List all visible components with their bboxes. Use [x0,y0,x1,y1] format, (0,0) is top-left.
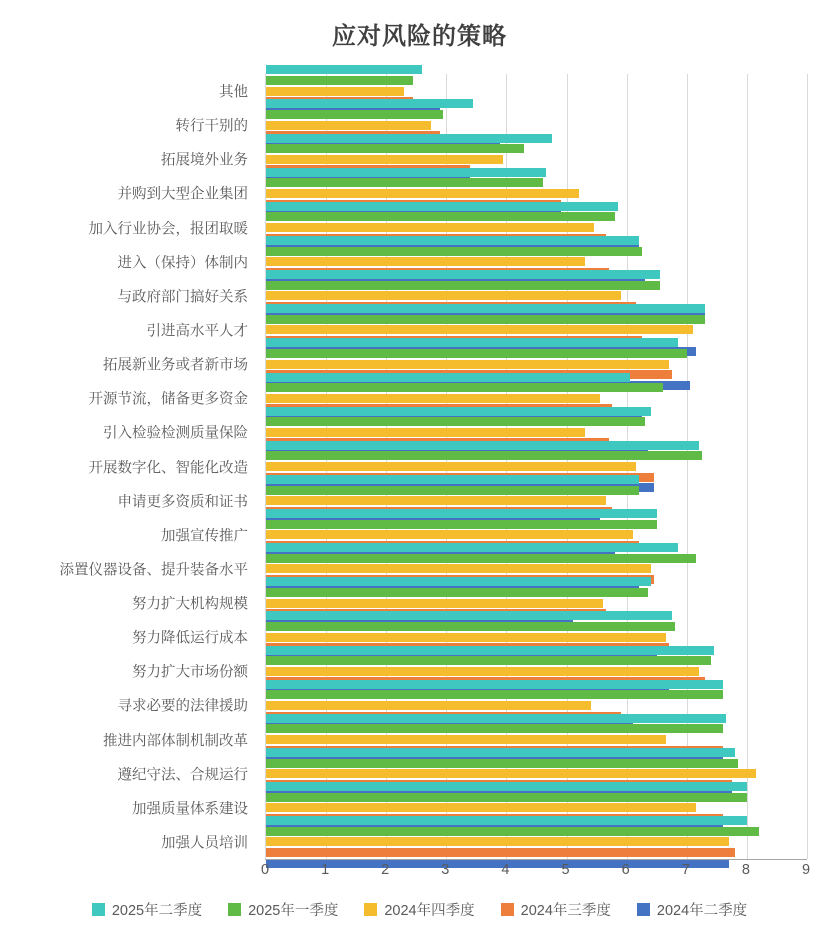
bar [266,325,693,334]
bar [266,65,422,74]
bar [266,837,729,846]
gridline [807,74,808,859]
bar [266,748,735,757]
x-tick-label: 2 [381,862,390,878]
bar [266,520,657,529]
category-label: 其他 [219,84,248,101]
bar [266,622,675,631]
bar [266,373,630,382]
bar [266,110,443,119]
legend-label: 2025年二季度 [111,903,203,919]
category-label: 转行干别的 [175,118,248,135]
legend-label: 2025年一季度 [248,903,339,919]
bar [266,417,645,426]
bar [266,247,642,256]
chart-title: 应对风险的策略 [332,23,507,50]
category-label: 寻求必要的法律援助 [117,698,248,715]
bar [266,714,726,723]
x-tick-label: 7 [681,862,690,878]
legend-swatch [637,903,650,916]
bar [266,99,473,108]
category-axis-labels [0,74,258,859]
x-tick-label: 9 [801,862,811,878]
category-label: 努力扩大市场份额 [132,664,248,681]
legend-swatch [364,903,377,916]
category-label: 进入（保持）体制内 [117,255,248,272]
legend-label: 2024年四季度 [384,903,475,919]
bar [266,462,636,471]
x-tick-label: 0 [260,862,270,878]
bar [266,475,639,484]
bar [266,848,735,857]
bar [266,782,747,791]
bar [266,270,660,279]
legend-item[interactable] [637,899,747,920]
bar [266,155,503,164]
bar [266,759,738,768]
bar [266,451,702,460]
legend-swatch [92,903,105,916]
bar [266,407,651,416]
x-tick-label: 4 [501,862,510,878]
bar [266,564,651,573]
bar [266,144,524,153]
x-tick-label: 6 [621,862,630,878]
bar [266,599,603,608]
bar [266,656,711,665]
bar [266,611,672,620]
category-label: 开展数字化、智能化改造 [88,460,248,476]
category-label: 推进内部体制机制改革 [103,733,248,750]
category-label: 并购到大型企业集团 [117,186,248,203]
bar [266,690,723,699]
bar [266,394,600,403]
bar [266,530,633,539]
x-tick-label: 3 [441,862,450,878]
x-tick-label: 8 [741,862,750,878]
bar [266,360,669,369]
bar [266,769,756,778]
legend-swatch [228,903,241,916]
bar [266,338,678,347]
bar [266,680,723,689]
category-label: 加强人员培训 [161,835,248,852]
bar [266,486,639,495]
chart-legend [0,899,839,920]
bar [266,701,591,710]
bar [266,441,699,450]
legend-item[interactable] [92,899,202,920]
x-tick-label: 1 [321,862,330,878]
legend-label: 2024年三季度 [520,903,611,919]
bar [266,577,651,586]
bar [266,428,585,437]
bar [266,304,705,313]
bar [266,212,615,221]
bar [266,646,714,655]
category-label: 引进高水平人才 [146,323,248,340]
bar [266,76,413,85]
bar [266,724,723,733]
bar [266,383,663,392]
legend-label: 2024年二季度 [656,903,748,919]
bar [266,633,666,642]
category-label: 拓展境外业务 [161,152,248,169]
category-label: 加入行业协会，报团取暖 [88,221,248,238]
bar [266,315,705,324]
legend-item[interactable] [364,899,474,920]
x-tick-label: 5 [561,862,570,878]
bar [266,134,552,143]
bar [266,257,585,266]
category-label: 申请更多资质和证书 [117,494,248,511]
bar [266,87,404,96]
bar [266,793,747,802]
bar [266,735,666,744]
legend-swatch [501,903,514,916]
bar [266,827,759,836]
bar [266,168,546,177]
bar [266,281,660,290]
category-label: 加强质量体系建设 [132,801,248,818]
bar [266,509,657,518]
bar [266,588,648,597]
bar [266,223,594,232]
bar [266,236,639,245]
bar [266,178,543,187]
bar [266,202,618,211]
bar [266,189,579,198]
category-label: 拓展新业务或者新市场 [103,357,248,374]
category-label: 努力扩大机构规模 [132,596,248,613]
bar [266,291,621,300]
bar [266,543,678,552]
category-label: 开源节流，储备更多资金 [88,391,248,408]
category-label: 努力降低运行成本 [132,630,248,647]
bar [266,667,699,676]
bar [266,349,687,358]
legend-item[interactable] [228,899,338,920]
category-label: 添置仪器设备、提升装备水平 [59,562,248,579]
bar [266,121,431,130]
x-axis-tick-labels [260,862,811,884]
category-label: 遵纪守法、合规运行 [117,767,248,784]
category-label: 加强宣传推广 [161,528,248,545]
category-label: 与政府部门搞好关系 [117,289,248,306]
bar [266,803,696,812]
bar [266,816,747,825]
x-axis-line [265,859,807,860]
category-label: 引入检验检测质量保险 [103,425,248,442]
legend-item[interactable] [501,899,611,920]
bar [266,554,696,563]
plot-area [265,74,807,859]
bar [266,496,606,505]
